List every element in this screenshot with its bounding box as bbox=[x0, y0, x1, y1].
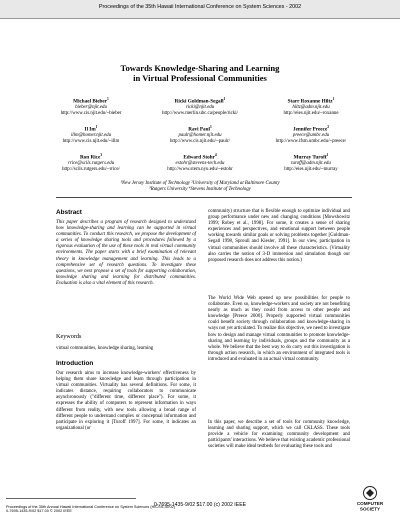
author-entry bbox=[36, 96, 146, 117]
abstract-heading: Abstract bbox=[56, 209, 82, 216]
author-name: Ron Rice$^3$ bbox=[79, 153, 103, 161]
title-line-2: in Virtual Professional Communities bbox=[133, 73, 267, 83]
author-name: Edward Stohr$^4$ bbox=[183, 153, 217, 161]
computer-society-logo bbox=[348, 485, 392, 513]
logo-text-line-2: SOCIETY bbox=[359, 506, 381, 512]
author-name: Il Im$^1$ bbox=[84, 125, 98, 133]
footer-line-1: Proceedings of the 35th Annual Hawaii International Conference on System Sciences (HICSS-35'02) bbox=[6, 505, 175, 509]
introduction-text: Our research aims to increase knowledge-workers' effectiveness by helping them share knowledge and learn through participation in virtual communities. Virtuality has several definitions. For some, it indicates distance, requiring collaborators to communicate asynchronously ("different time, different place"). For some, it expresses the ability of computers to represent information in ways different from reality, with new tools allowing a broad range of different people to understand complex or conceptual information and participate in exploring it [Turoff 1997]. For some, it indicates an organizational (or bbox=[56, 371, 196, 431]
author-url[interactable]: http://www.cis.njit.edu/~illm bbox=[62, 138, 120, 144]
author-name: Jennifer Preece$^2$ bbox=[292, 125, 330, 133]
author-name: Murray Turoff$^1$ bbox=[293, 153, 329, 161]
author-url[interactable]: http://www.ifsm.umbc.edu/~preece/ bbox=[275, 138, 347, 144]
author-entry bbox=[145, 96, 255, 117]
author-name: Starr Roxanne Hiltz$^1$ bbox=[287, 97, 335, 105]
author-entry bbox=[256, 124, 366, 145]
author-url[interactable]: http://eies.njit.edu/~roxanne bbox=[283, 110, 339, 116]
footer-line-2: 0-7695-1435-9/02 $17.00 © 2002 IEEE bbox=[6, 509, 72, 514]
author-email[interactable]: rrice@scils.rutgers.edu bbox=[67, 160, 115, 166]
author-name: Michael Bieber$^1$ bbox=[73, 97, 109, 105]
introduction-heading: Introduction bbox=[56, 360, 94, 367]
author-email[interactable]: paulr@homer.njit.edu bbox=[178, 132, 222, 138]
author-email[interactable]: ricki@njit.edu bbox=[185, 104, 215, 110]
author-email[interactable]: hiltz@adm.njit.edu bbox=[292, 104, 330, 110]
author-email[interactable]: bieber@njit.edu bbox=[75, 104, 107, 110]
author-email[interactable]: turoff@adm.njit.edu bbox=[291, 160, 331, 166]
author-name: Ricki Goldman-Segall$^1$ bbox=[174, 97, 226, 105]
right-column-paragraph-3: In this paper, we describe a set of tools for community knowledge, learning and sharing support, which we call CKLASS. These tools provide a vehicle for examining community development and participants' interactions. We believe that existing academic professional societies will make ideal testbeds for evaluating these tools and bbox=[208, 420, 350, 450]
author-entry bbox=[145, 152, 255, 173]
author-entry bbox=[36, 152, 146, 173]
affiliation-line-1: ¹New Jersey Institute of Technology ²University of Maryland at Baltimore County bbox=[120, 181, 280, 186]
paper-title bbox=[60, 63, 340, 83]
author-url[interactable]: http://www.cis.njit.edu/~paulr/ bbox=[169, 138, 231, 144]
title-line-1: Towards Knowledge-Sharing and Learning bbox=[120, 63, 280, 73]
author-email[interactable]: illm@homer.njit.edu bbox=[70, 132, 112, 138]
author-entry bbox=[256, 152, 366, 173]
logo-text-line-1: COMPUTER bbox=[356, 501, 384, 506]
author-email[interactable]: preece@umbc.edu bbox=[292, 132, 330, 138]
author-url[interactable]: http://scils.rutgers.edu/~rrice/ bbox=[62, 166, 120, 172]
keywords-text: virtual communities, knowledge sharing, learning bbox=[56, 346, 154, 351]
author-name: Ravi Paul$^1$ bbox=[188, 125, 212, 133]
author-entry bbox=[145, 124, 255, 145]
divider bbox=[56, 197, 352, 198]
proceedings-header: Proceedings of the 35th Hawaii International Conference on System Sciences - 2002 bbox=[98, 4, 302, 10]
footer-copyright: 0-7695-1435-9/02 $17.00 (c) 2002 IEEE bbox=[153, 502, 247, 508]
author-email[interactable]: estohr@stevens-tech.edu bbox=[175, 160, 225, 166]
keywords-heading: Keywords bbox=[56, 333, 82, 340]
abstract-text: This paper describes a program of research designed to understand how knowledge-sharing and learning can be supported in virtual communities. To conduct this research, we propose the development of a series of knowledge sharing tools and procedures followed by a rigorous evaluation of the use of these tools in real virtual community environments. The paper starts with a brief examination of relevant theory in knowledge management and learning. This leads to a comprehensive set of research questions. To investigate these questions, we next propose a set of tools for supporting collaboration, knowledge sharing and learning for distributed communities. Evaluation is also a vital element of this research. bbox=[56, 220, 196, 286]
author-url[interactable]: http://www.merlin.ubc.ca/people/ricki/ bbox=[162, 110, 238, 116]
author-entry bbox=[256, 96, 366, 117]
affiliation-line-2: ³Rutgers University ⁴Stevens Institute of Technology bbox=[149, 187, 251, 192]
footer-divider bbox=[6, 498, 136, 499]
right-column-paragraph-1: community) structure that is flexible enough to optimize individual and group performance under new and changing conditions [Mowshowitz 1999; Robey et al., 1998]. For some, it creates a sense of sharing experiences and perspectives, and emotional support between people working towards similar goals or solving problems together [Goldman-Segall 1998, Sproull and Kiesler, 1991]. In our view, participation in virtual communities should involve all these characteristics. (Virtuality also carries the notion of 3-D immersion and simulation though our proposed research does not address this notion.) bbox=[208, 209, 350, 263]
author-url[interactable]: http://www.cis.njit.edu/~bieber bbox=[60, 110, 122, 116]
author-url[interactable]: http://eies.njit.edu/~murray bbox=[284, 166, 338, 172]
author-entry bbox=[36, 124, 146, 145]
author-url[interactable]: http://www.stern.nyu.edu/~estohr bbox=[167, 166, 233, 172]
footer-proceedings bbox=[6, 505, 176, 514]
right-column-paragraph-2: The World Wide Web opened up new possibilities for people to collaborate. Even so, knowledge-workers and society are not benefiting nearly as much as they could from access to other people and knowledge [Preece 2000]. Properly supported virtual communities could benefit society through collaboration and knowledge-sharing in ways not yet articulated. To realize this objective, we need to investigate how to design and manage virtual communities to promote knowledge-sharing and learning by individuals, groups and the community as a whole. We believe that the best way to do carry out this investigation is through action research, in which an environment of integrated tools is introduced and evaluated in an actual virtual community. bbox=[208, 296, 350, 362]
